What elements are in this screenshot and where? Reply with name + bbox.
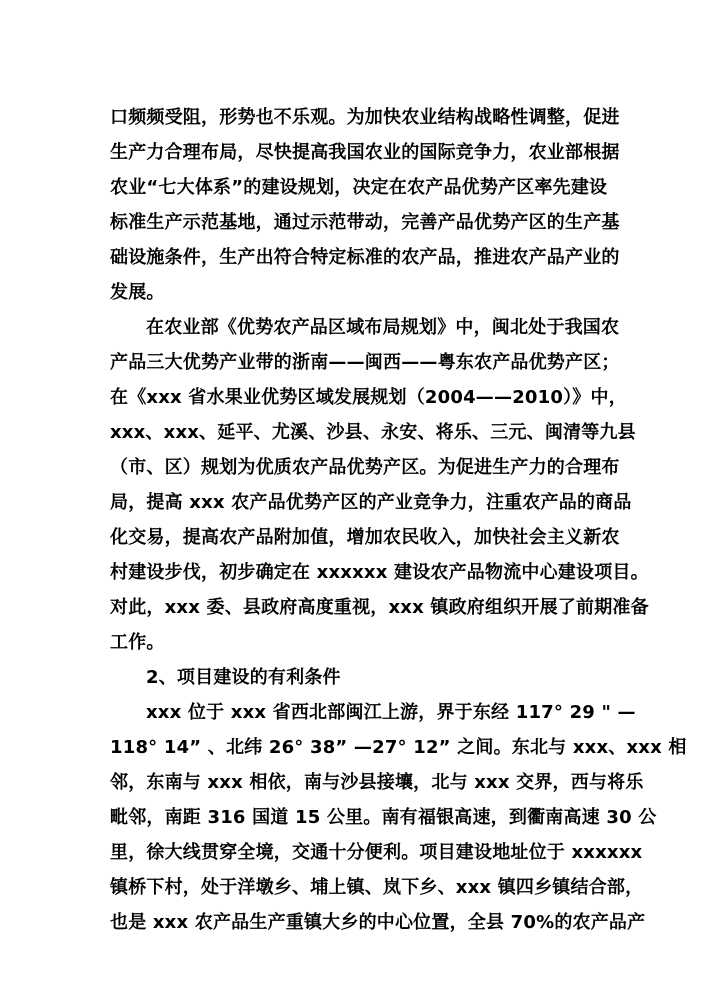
paragraph-line: 发展。 <box>110 282 165 303</box>
paragraph-line: 也是 xxx 农产品生产重镇大乡的中心位置，全县 70%的农产品产 <box>110 912 646 933</box>
paragraph-line: 邻，东南与 xxx 相依，南与沙县接壤，北与 xxx 交界，西与将乐 <box>110 772 644 793</box>
paragraph-line: 产品三大优势产业带的浙南——闽西——粤东农产品优势产区； <box>110 352 620 373</box>
paragraph-line: 里，徐大线贯穿全境，交通十分便利。项目建设地址位于 xxxxxx <box>110 842 643 863</box>
paragraph-line: 础设施条件，生产出符合特定标准的农产品，推进农产品产业的 <box>110 247 620 268</box>
paragraph-line: xxx 位于 xxx 省西北部闽江上游，界于东经 117° 29 " — <box>146 702 636 723</box>
paragraph-line: 化交易，提高农产品附加值，增加农民收入，加快社会主义新农 <box>110 527 620 548</box>
paragraph-line: 农业“七大体系”的建设规划，决定在农产品优势产区率先建设 <box>110 177 608 198</box>
section-heading: 2、项目建设的有利条件 <box>146 667 341 688</box>
paragraph-line: 在《xxx 省水果业优势区域发展规划（2004——2010）》中， <box>110 387 627 408</box>
paragraph-line: 工作。 <box>110 632 165 653</box>
paragraph-line: 口频频受阻，形势也不乐观。为加快农业结构战略性调整，促进 <box>110 107 620 128</box>
paragraph-line: 村建设步伐，初步确定在 xxxxxx 建设农产品物流中心建设项目。 <box>110 562 649 583</box>
paragraph-line: 标准生产示范基地，通过示范带动，完善产品优势产区的生产基 <box>110 212 620 233</box>
paragraph-line: 局，提高 xxx 农产品优势产区的产业竞争力，注重农产品的商品 <box>110 492 632 513</box>
paragraph-line: （市、区）规划为优质农产品优势产区。为促进生产力的合理布 <box>110 457 620 478</box>
paragraph-line: 对此，xxx 委、县政府高度重视，xxx 镇政府组织开展了前期准备 <box>110 597 649 618</box>
paragraph-line: 生产力合理布局，尽快提高我国农业的国际竞争力，农业部根据 <box>110 142 620 163</box>
paragraph-line: 在农业部《优势农产品区域布局规划》中，闽北处于我国农 <box>146 317 620 338</box>
paragraph-line: 118° 14” 、北纬 26° 38” —27° 12” 之间。东北与 xxx、xxx 相 <box>110 737 687 758</box>
paragraph-line: 毗邻，南距 316 国道 15 公里。南有福银高速，到衢南高速 30 公 <box>110 807 657 828</box>
paragraph-line: xxx、xxx、延平、尤溪、沙县、永安、将乐、三元、闽清等九县 <box>110 422 636 443</box>
paragraph-line: 镇桥下村，处于洋墩乡、埔上镇、岚下乡、xxx 镇四乡镇结合部， <box>110 877 644 898</box>
